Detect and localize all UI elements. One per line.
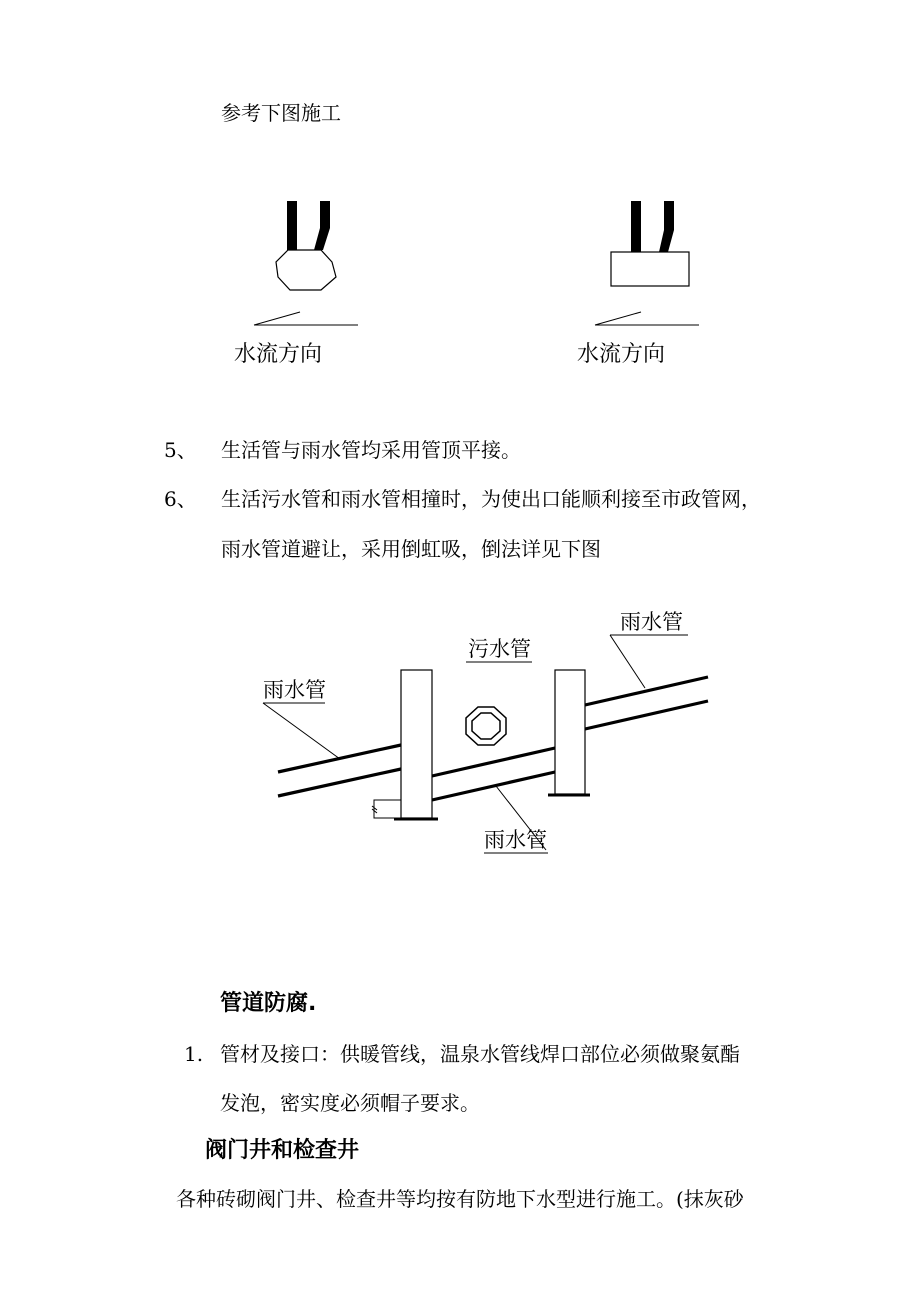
- section2-text-line-1: 各种砖砌阀门井、检查井等均按有防地下水型进行施工。(抹灰砂: [176, 1187, 744, 1211]
- item-6-number: 6、: [164, 487, 197, 511]
- item-5-number: 5、: [164, 438, 197, 462]
- item-5-text: 生活管与雨水管均采用管顶平接。: [221, 438, 521, 462]
- left-rain-pipe-label: 雨水管: [263, 678, 326, 702]
- section1-text-line-1: 管材及接口：供暖管线，温泉水管线焊口部位必须做聚氨酯: [220, 1042, 740, 1066]
- inverted-siphon-diagram: [263, 610, 708, 853]
- section1-item-number: 1.: [184, 1042, 204, 1066]
- item-6-text-line-2: 雨水管道避让，采用倒虹吸，倒法详见下图: [221, 537, 601, 561]
- intro-text: 参考下图施工: [221, 101, 341, 125]
- item-6-text-line-1: 生活污水管和雨水管相撞时，为使出口能顺利接至市政管网，: [221, 487, 761, 511]
- bottom-rain-pipe-label: 雨水管: [484, 828, 547, 852]
- flow-direction-label-right: 水流方向: [577, 342, 666, 367]
- box-pipe-figure: [595, 201, 699, 325]
- flow-direction-label-left: 水流方向: [234, 342, 323, 367]
- sewage-pipe-label: 污水管: [468, 637, 531, 661]
- right-rain-pipe-label: 雨水管: [620, 610, 683, 634]
- section1-text-line-2: 发泡，密实度必须帽子要求。: [220, 1091, 480, 1115]
- round-pipe-figure: [254, 201, 358, 325]
- section-heading-anticorrosion: 管道防腐.: [220, 991, 317, 1016]
- section-heading-wells: 阀门井和检查井: [205, 1138, 360, 1163]
